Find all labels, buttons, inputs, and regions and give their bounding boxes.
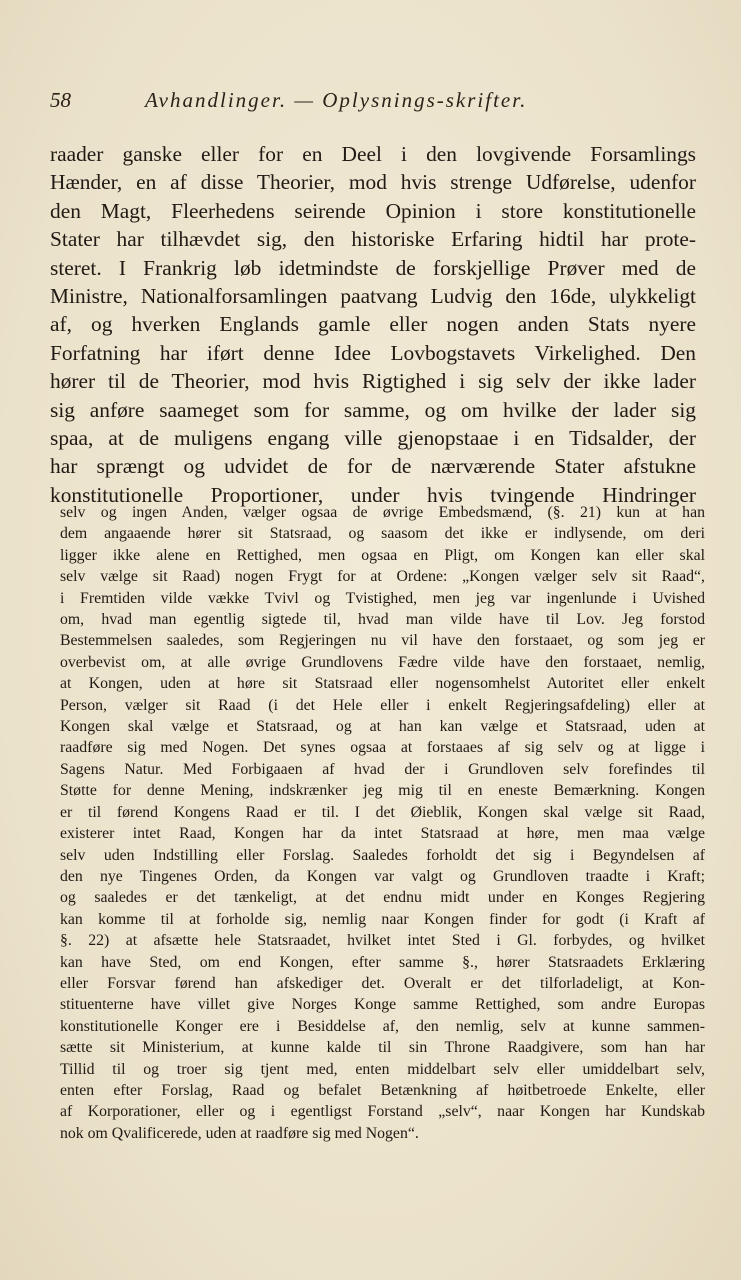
body-line: har sprængt og udvidet de for de nærværende Stater afstukne xyxy=(50,454,696,479)
body-line: hører til de Theorier, mod hvis Rigtighed i sig selv der ikke lader xyxy=(50,369,696,394)
footnote-line: om, hvad man egentlig sigtede til, hvad man vilde have til Lov. Jeg forstod xyxy=(60,611,705,629)
footnote-line: eller Forsvar førend han afskediger det. Overalt er det tilforladeligt, at Kon- xyxy=(60,974,705,992)
body-line: Ministre, Nationalforsamlingen paatvang Ludvig den 16de, ulykkeligt xyxy=(50,284,696,309)
footnote-line: Tillid til og troer sig tjent med, enten middelbart selv eller umiddelbart selv, xyxy=(60,1060,705,1078)
footnote-line: er til førend Kongens Raad er til. I det Øieblik, Kongen skal vælge sit Raad, xyxy=(60,803,705,821)
body-line: raader ganske eller for en Deel i den lovgivende Forsamlings xyxy=(50,142,696,166)
page-header xyxy=(50,88,690,118)
body-line: steret. I Frankrig løb idetmindste de forskjellige Prøver med de xyxy=(50,255,696,280)
footnote-line: af Korporationer, eller og i egentligst Forstand „selv“, naar Kongen har Kundskab xyxy=(60,1103,705,1121)
footnote-line: Person, vælger sit Raad (i det Hele eller i enkelt Regjeringsafdeling) eller at xyxy=(60,696,705,714)
running-title: Avhandlinger. — Oplysnings-skrifter. xyxy=(145,88,528,112)
main-body-text xyxy=(50,140,696,509)
footnote-line: enten efter Forslag, Raad og befalet Betænkning af høitbetroede Enkelte, eller xyxy=(60,1081,705,1099)
footnote-line: Kongen skal vælge et Statsraad, og at han kan vælge et Statsraad, uden at xyxy=(60,718,705,736)
footnote-line: kan komme til at forholde sig, nemlig naar Kongen finder for godt (i Kraft af xyxy=(60,910,705,928)
body-line: Stater har tilhævdet sig, den historiske Erfaring hidtil har prote- xyxy=(50,227,696,252)
footnote-line: og saaledes er det tænkeligt, at det endnu midt under en Konges Regjering xyxy=(60,889,705,907)
footnote-line: sætte sit Ministerium, at kunne kalde til sin Throne Raadgivere, som han har xyxy=(60,1039,705,1057)
body-line: spaa, at de muligens engang ville gjenopstaae i en Tidsalder, der xyxy=(50,426,696,451)
footnote-line: Sagens Natur. Med Forbigaaen af hvad der i Grundloven selv forefindes til xyxy=(60,760,705,778)
footnote-line: selv og ingen Anden, vælger ogsaa de øvrige Embedsmænd, (§. 21) kun at han xyxy=(60,504,705,521)
footnote-line: dem angaaende hører sit Statsraad, og saasom det ikke er indlysende, om deri xyxy=(60,525,705,543)
footnote-line: selv uden Indstilling eller Forslag. Saaledes forholdt det sig i Begyndelsen af xyxy=(60,846,705,864)
footnote-line: at Kongen, uden at høre sit Statsraad eller nogensomhelst Autoritet eller enkelt xyxy=(60,675,705,693)
footnote-line: i Fremtiden vilde vække Tvivl og Tvistighed, men jeg var ingenlunde i Uvished xyxy=(60,589,705,607)
footnote-line: kan have Sted, om end Kongen, efter samme §., hører Statsraadets Erklæring xyxy=(60,953,705,971)
body-line: sig anføre saameget som for samme, og om hvilke der lader sig xyxy=(50,397,696,422)
footnote-line: ligger ikke alene en Rettighed, men ogsaa en Pligt, om Kongen kan eller skal xyxy=(60,546,705,564)
body-line: af, og hverken Englands gamle eller nogen anden Stats nyere xyxy=(50,312,696,337)
footnote-line: nok om Qvalificerede, uden at raadføre sig med Nogen“. xyxy=(60,1124,419,1142)
footnote-line: §. 22) at afsætte hele Statsraadet, hvilket intet Sted i Gl. forbydes, og hvilket xyxy=(60,932,705,950)
footnote-text xyxy=(60,502,705,1144)
footnote-line: selv vælge sit Raad) nogen Frygt for at Ordene: „Kongen vælger selv sit Raad“, xyxy=(60,568,705,586)
footnote-line: konstitutionelle Konger ere i Besiddelse af, den nemlig, selv at kunne sammen- xyxy=(60,1017,705,1035)
footnote-line: existerer intet Raad, Kongen har da intet Statsraad at høre, men maa vælge xyxy=(60,825,705,843)
body-line: konstitutionelle Proportioner, under hvis tvingende Hindringer xyxy=(50,482,696,507)
footnote-line: raadføre sig med Nogen. Det synes ogsaa at forstaaes af sig selv og at ligge i xyxy=(60,739,705,757)
footnote-line: stituenterne have villet give Norges Konge samme Rettighed, som andre Europas xyxy=(60,996,705,1014)
footnote-line: overbevist om, at alle øvrige Grundlovens Fædre vilde have den forstaaet, nemlig, xyxy=(60,653,705,671)
body-line: Hænder, en af disse Theorier, mod hvis strenge Udførelse, udenfor xyxy=(50,170,696,195)
footnote-line: Støtte for denne Mening, indskrænker jeg mig til en eneste Bemærkning. Kongen xyxy=(60,782,705,800)
body-line: Forfatning har iført denne Idee Lovbogstavets Virkelighed. Den xyxy=(50,340,696,365)
footnote-line: den nye Tingenes Orden, da Kongen var valgt og Grundloven traadte i Kraft; xyxy=(60,867,705,885)
page-number: 58 xyxy=(50,88,71,112)
body-line: den Magt, Fleerhedens seirende Opinion i store konstitutionelle xyxy=(50,198,696,223)
footnote-line: Bestemmelsen saaledes, som Regjeringen nu vil have den forstaaet, og som jeg er xyxy=(60,632,705,650)
